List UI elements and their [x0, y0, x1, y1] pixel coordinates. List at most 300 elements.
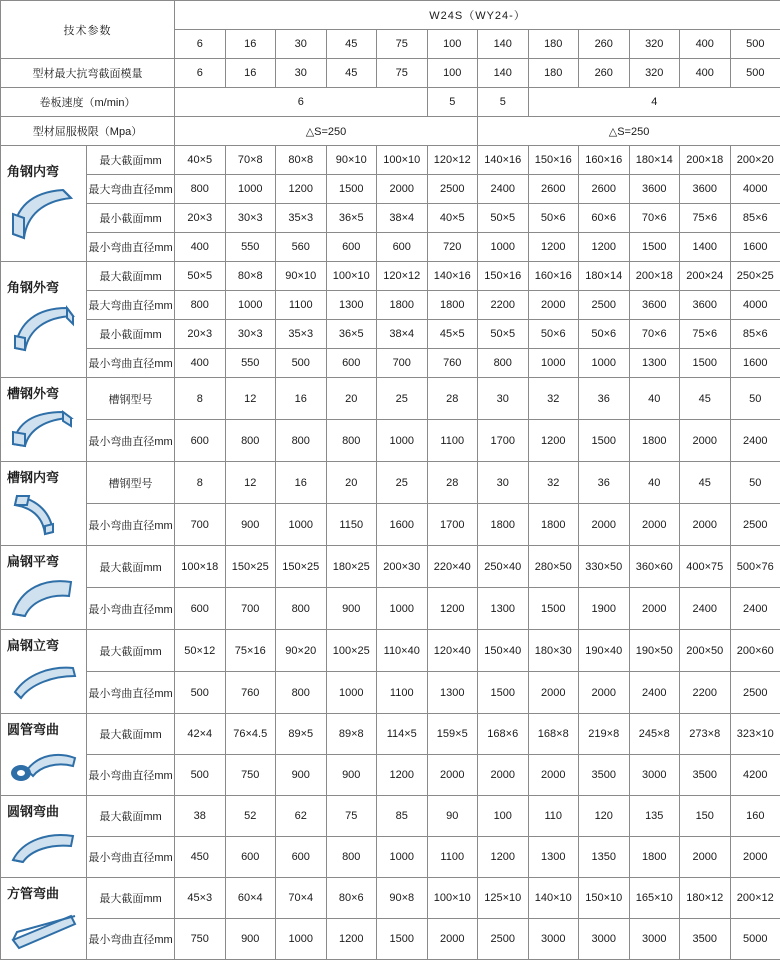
data-cell: 1800	[528, 504, 579, 546]
data-cell: 38×4	[377, 204, 428, 233]
group-data-row	[1, 462, 780, 504]
data-cell: 1500	[377, 919, 428, 960]
data-cell: 280×50	[528, 546, 579, 588]
group-data-row	[1, 233, 780, 262]
data-cell: 28	[427, 462, 478, 504]
data-cell: 50×6	[528, 204, 579, 233]
data-cell: 2200	[478, 291, 529, 320]
data-cell: 2000	[528, 755, 579, 796]
data-cell: 8	[175, 462, 226, 504]
data-cell: 1200	[478, 837, 529, 878]
row-sub-label: 最小截面mm	[87, 204, 175, 233]
data-cell: 20	[326, 462, 377, 504]
data-cell: 1800	[377, 291, 428, 320]
group-data-row	[1, 420, 780, 462]
data-cell: 135	[629, 796, 680, 837]
group-data-row	[1, 204, 780, 233]
row-label: 型材屈服极限（Mpa）	[1, 117, 175, 146]
data-cell: 1000	[276, 504, 327, 546]
data-cell: 400	[175, 233, 226, 262]
data-cell: 62	[276, 796, 327, 837]
group-cell	[1, 630, 87, 714]
data-cell: 160×16	[528, 262, 579, 291]
data-cell: 20×3	[175, 204, 226, 233]
group-name: 圆管弯曲	[1, 714, 86, 740]
data-cell: 2500	[730, 504, 780, 546]
group-name: 槽钢外弯	[1, 378, 86, 404]
data-cell: 273×8	[680, 714, 731, 755]
group-data-row	[1, 796, 780, 837]
data-cell: 1600	[730, 349, 780, 378]
data-cell: 32	[528, 378, 579, 420]
group-data-row	[1, 262, 780, 291]
data-cell: 600	[326, 233, 377, 262]
data-cell: 120	[579, 796, 630, 837]
data-cell: 20×3	[175, 320, 226, 349]
data-cell: 700	[377, 349, 428, 378]
model-size-cell: 320	[629, 30, 680, 59]
model-size-cell: 16	[225, 30, 276, 59]
group-cell	[1, 546, 87, 630]
data-cell: 1800	[629, 837, 680, 878]
data-cell: 180×14	[629, 146, 680, 175]
model-size-cell: 30	[276, 30, 327, 59]
data-cell: 120×40	[427, 630, 478, 672]
data-cell: 2000	[528, 291, 579, 320]
data-cell: 1000	[579, 349, 630, 378]
data-cell: 36×5	[326, 320, 377, 349]
data-cell: 1500	[528, 588, 579, 630]
data-cell: 150×40	[478, 630, 529, 672]
data-cell: 1700	[427, 504, 478, 546]
data-cell: 550	[225, 233, 276, 262]
data-cell: 75	[377, 59, 428, 88]
channel-steel-outer-bend-icon	[1, 404, 86, 461]
data-cell: 180×30	[528, 630, 579, 672]
group-cell	[1, 378, 87, 462]
group-name: 方管弯曲	[1, 878, 86, 904]
data-cell: 38×4	[377, 320, 428, 349]
data-cell: 150×16	[528, 146, 579, 175]
data-cell: 70×4	[276, 878, 327, 919]
data-cell: 30	[478, 378, 529, 420]
data-cell: 12	[225, 378, 276, 420]
data-cell: 250×25	[730, 262, 780, 291]
data-cell: 38	[175, 796, 226, 837]
data-cell: 100×10	[427, 878, 478, 919]
data-cell: 3600	[629, 175, 680, 204]
row-sub-label: 最小弯曲直径mm	[87, 755, 175, 796]
data-cell: 2400	[478, 175, 529, 204]
data-cell: 1000	[225, 175, 276, 204]
data-cell: 760	[225, 672, 276, 714]
data-cell: 750	[225, 755, 276, 796]
data-cell: 75×6	[680, 320, 731, 349]
group-data-row	[1, 878, 780, 919]
data-cell: △S=250	[175, 117, 478, 146]
row-label: 卷板速度（m/min）	[1, 88, 175, 117]
row-sub-label: 最小弯曲直径mm	[87, 588, 175, 630]
group-data-row	[1, 630, 780, 672]
group-data-row	[1, 714, 780, 755]
model-size-cell: 6	[175, 30, 226, 59]
data-cell: 150×25	[225, 546, 276, 588]
data-cell: 1500	[680, 349, 731, 378]
row-sub-label: 最小弯曲直径mm	[87, 672, 175, 714]
group-name: 角钢外弯	[1, 272, 86, 298]
data-cell: 200×20	[730, 146, 780, 175]
data-cell: 30	[478, 462, 529, 504]
data-cell: 250×40	[478, 546, 529, 588]
round-tube-bend-icon	[1, 740, 86, 795]
round-bar-bend-icon	[1, 822, 86, 877]
data-cell: 750	[175, 919, 226, 960]
data-cell: 1300	[629, 349, 680, 378]
spec-table-body	[1, 1, 780, 960]
data-cell: 125×10	[478, 878, 529, 919]
group-data-row	[1, 291, 780, 320]
data-cell: 85	[377, 796, 428, 837]
data-cell: 800	[175, 291, 226, 320]
data-cell: 1100	[427, 420, 478, 462]
model-size-cell: 500	[730, 30, 780, 59]
data-cell: 1200	[579, 233, 630, 262]
data-cell: 600	[225, 837, 276, 878]
data-cell: 1200	[377, 755, 428, 796]
data-cell: 16	[276, 462, 327, 504]
model-size-cell: 180	[528, 30, 579, 59]
data-cell: 1700	[478, 420, 529, 462]
data-cell: 700	[225, 588, 276, 630]
data-cell: 16	[276, 378, 327, 420]
data-cell: 800	[276, 588, 327, 630]
data-cell: 600	[175, 420, 226, 462]
data-cell: 110×40	[377, 630, 428, 672]
group-data-row	[1, 175, 780, 204]
model-size-cell: 45	[326, 30, 377, 59]
data-cell: 180×25	[326, 546, 377, 588]
data-cell: 50×6	[528, 320, 579, 349]
data-cell: 3600	[680, 175, 731, 204]
data-cell: 5000	[730, 919, 780, 960]
data-cell: 6	[175, 88, 428, 117]
data-cell: 90×10	[276, 262, 327, 291]
data-cell: 89×5	[276, 714, 327, 755]
data-cell: 36×5	[326, 204, 377, 233]
data-cell: 2500	[478, 919, 529, 960]
data-cell: 360×60	[629, 546, 680, 588]
data-cell: 5	[478, 88, 529, 117]
group-data-row	[1, 378, 780, 420]
row-sub-label: 最小弯曲直径mm	[87, 504, 175, 546]
data-cell: 6	[175, 59, 226, 88]
data-cell: 1200	[276, 175, 327, 204]
data-cell: 50×5	[478, 204, 529, 233]
row-sub-label: 槽钢型号	[87, 378, 175, 420]
data-cell: 1300	[478, 588, 529, 630]
data-cell: 120×12	[377, 262, 428, 291]
data-cell: 42×4	[175, 714, 226, 755]
data-cell: 36	[579, 462, 630, 504]
model-size-cell: 260	[579, 30, 630, 59]
data-cell: 45×3	[175, 878, 226, 919]
row-sub-label: 最小弯曲直径mm	[87, 837, 175, 878]
data-cell: 45	[326, 59, 377, 88]
data-cell: 75×16	[225, 630, 276, 672]
data-cell: 2400	[629, 672, 680, 714]
data-cell: 800	[276, 672, 327, 714]
square-tube-bend-icon	[1, 904, 86, 959]
data-cell: 1200	[528, 420, 579, 462]
data-cell: 4000	[730, 291, 780, 320]
data-cell: 32	[528, 462, 579, 504]
data-cell: 900	[276, 755, 327, 796]
data-cell: 900	[326, 588, 377, 630]
data-cell: 3600	[629, 291, 680, 320]
data-cell: 1000	[478, 233, 529, 262]
data-cell: 200×30	[377, 546, 428, 588]
data-cell: 1200	[427, 588, 478, 630]
data-cell: 760	[427, 349, 478, 378]
data-cell: 1300	[528, 837, 579, 878]
data-cell: 720	[427, 233, 478, 262]
data-cell: 220×40	[427, 546, 478, 588]
data-cell: 323×10	[730, 714, 780, 755]
data-cell: 800	[326, 420, 377, 462]
data-cell: 140×16	[427, 262, 478, 291]
flat-steel-edge-bend-icon	[1, 656, 86, 713]
data-cell: 12	[225, 462, 276, 504]
data-cell: 100	[478, 796, 529, 837]
data-cell: 400×75	[680, 546, 731, 588]
model-size-cell: 100	[427, 30, 478, 59]
model-title-cell: W24S（WY24-）	[175, 1, 780, 30]
data-cell: 2000	[730, 837, 780, 878]
data-cell: 3500	[680, 755, 731, 796]
data-cell: 1000	[377, 588, 428, 630]
data-cell: 1000	[276, 919, 327, 960]
group-data-row	[1, 146, 780, 175]
yield-limit-row	[1, 117, 780, 146]
data-cell: 2500	[427, 175, 478, 204]
group-data-row	[1, 546, 780, 588]
data-cell: 25	[377, 462, 428, 504]
data-cell: 3000	[629, 755, 680, 796]
data-cell: 2000	[680, 504, 731, 546]
data-cell: 1200	[326, 919, 377, 960]
data-cell: 2000	[427, 755, 478, 796]
data-cell: 500	[175, 672, 226, 714]
data-cell: 45	[680, 462, 731, 504]
data-cell: 800	[175, 175, 226, 204]
data-cell: 40	[629, 462, 680, 504]
data-cell: 1350	[579, 837, 630, 878]
data-cell: 1500	[478, 672, 529, 714]
data-cell: 4200	[730, 755, 780, 796]
data-cell: 100×10	[326, 262, 377, 291]
data-cell: 50×5	[478, 320, 529, 349]
data-cell: 28	[427, 378, 478, 420]
data-cell: 500	[175, 755, 226, 796]
data-cell: 200×50	[680, 630, 731, 672]
data-cell: 900	[326, 755, 377, 796]
data-cell: 330×50	[579, 546, 630, 588]
data-cell: 16	[225, 59, 276, 88]
data-cell: 2000	[579, 504, 630, 546]
data-cell: 5	[427, 88, 478, 117]
data-cell: 2000	[427, 919, 478, 960]
row-sub-label: 槽钢型号	[87, 462, 175, 504]
data-cell: 1800	[427, 291, 478, 320]
data-cell: 2000	[629, 504, 680, 546]
data-cell: 1800	[478, 504, 529, 546]
data-cell: 800	[276, 420, 327, 462]
data-cell: 1100	[276, 291, 327, 320]
data-cell: 70×6	[629, 204, 680, 233]
row-sub-label: 最大截面mm	[87, 714, 175, 755]
data-cell: 1200	[528, 233, 579, 262]
row-sub-label: 最小弯曲直径mm	[87, 420, 175, 462]
angle-steel-inner-bend-icon	[1, 182, 86, 251]
data-cell: 75×6	[680, 204, 731, 233]
data-cell: 90×8	[377, 878, 428, 919]
group-data-row	[1, 837, 780, 878]
data-cell: 1300	[326, 291, 377, 320]
data-cell: 200×18	[680, 146, 731, 175]
data-cell: 60×4	[225, 878, 276, 919]
model-size-cell: 140	[478, 30, 529, 59]
data-cell: 85×6	[730, 204, 780, 233]
data-cell: 200×60	[730, 630, 780, 672]
data-cell: 100×18	[175, 546, 226, 588]
data-cell: 45	[680, 378, 731, 420]
data-cell: 90×10	[326, 146, 377, 175]
data-cell: 700	[175, 504, 226, 546]
data-cell: 70×6	[629, 320, 680, 349]
data-cell: 800	[225, 420, 276, 462]
data-cell: 85×6	[730, 320, 780, 349]
row-sub-label: 最大截面mm	[87, 262, 175, 291]
angle-steel-outer-bend-icon	[1, 298, 86, 367]
data-cell: 3000	[579, 919, 630, 960]
data-cell: 80×6	[326, 878, 377, 919]
data-cell: 150×10	[579, 878, 630, 919]
data-cell: 1500	[579, 420, 630, 462]
group-cell	[1, 262, 87, 378]
data-cell: 500	[276, 349, 327, 378]
data-cell: 75	[326, 796, 377, 837]
data-cell: 60×6	[579, 204, 630, 233]
data-cell: 200×12	[730, 878, 780, 919]
data-cell: 100×10	[377, 146, 428, 175]
data-cell: 2200	[680, 672, 731, 714]
data-cell: 800	[326, 837, 377, 878]
data-cell: 400	[680, 59, 731, 88]
data-cell: 900	[225, 919, 276, 960]
data-cell: 3500	[680, 919, 731, 960]
data-cell: 1600	[730, 233, 780, 262]
data-cell: 219×8	[579, 714, 630, 755]
data-cell: 50×5	[175, 262, 226, 291]
data-cell: 1300	[427, 672, 478, 714]
data-cell: 50	[730, 462, 780, 504]
data-cell: 1000	[326, 672, 377, 714]
group-name: 圆钢弯曲	[1, 796, 86, 822]
data-cell: 600	[377, 233, 428, 262]
data-cell: 76×4.5	[225, 714, 276, 755]
data-cell: 50×12	[175, 630, 226, 672]
row-sub-label: 最小截面mm	[87, 320, 175, 349]
data-cell: 40×5	[175, 146, 226, 175]
data-cell: 2000	[680, 420, 731, 462]
data-cell: 1600	[377, 504, 428, 546]
data-cell: 560	[276, 233, 327, 262]
data-cell: 450	[175, 837, 226, 878]
group-data-row	[1, 755, 780, 796]
data-cell: 160×16	[579, 146, 630, 175]
data-cell: 40×5	[427, 204, 478, 233]
section-modulus-row	[1, 59, 780, 88]
data-cell: 140	[478, 59, 529, 88]
channel-steel-inner-bend-icon	[1, 488, 86, 545]
data-cell: 100×25	[326, 630, 377, 672]
data-cell: 2000	[680, 837, 731, 878]
data-cell: 4000	[730, 175, 780, 204]
data-cell: 90	[427, 796, 478, 837]
data-cell: 168×8	[528, 714, 579, 755]
row-label: 型材最大抗弯截面模量	[1, 59, 175, 88]
group-data-row	[1, 320, 780, 349]
data-cell: 2000	[528, 672, 579, 714]
data-cell: 45×5	[427, 320, 478, 349]
data-cell: 2500	[730, 672, 780, 714]
data-cell: 200×18	[629, 262, 680, 291]
group-cell	[1, 796, 87, 878]
data-cell: 3600	[680, 291, 731, 320]
data-cell: 2400	[680, 588, 731, 630]
data-cell: 90×20	[276, 630, 327, 672]
data-cell: 1000	[528, 349, 579, 378]
data-cell: 3500	[579, 755, 630, 796]
data-cell: 100	[427, 59, 478, 88]
roll-speed-row	[1, 88, 780, 117]
data-cell: 1500	[629, 233, 680, 262]
data-cell: 50	[730, 378, 780, 420]
row-sub-label: 最大弯曲直径mm	[87, 175, 175, 204]
data-cell: 260	[579, 59, 630, 88]
data-cell: 1500	[326, 175, 377, 204]
data-cell: 140×10	[528, 878, 579, 919]
data-cell: 150	[680, 796, 731, 837]
data-cell: 80×8	[276, 146, 327, 175]
data-cell: 190×40	[579, 630, 630, 672]
group-cell	[1, 462, 87, 546]
data-cell: 35×3	[276, 320, 327, 349]
data-cell: 1000	[377, 420, 428, 462]
data-cell: 114×5	[377, 714, 428, 755]
header-row-model	[1, 1, 780, 30]
data-cell: 30×3	[225, 204, 276, 233]
group-data-row	[1, 672, 780, 714]
data-cell: 1100	[427, 837, 478, 878]
data-cell: 160	[730, 796, 780, 837]
data-cell: 110	[528, 796, 579, 837]
data-cell: 159×5	[427, 714, 478, 755]
data-cell: 30	[276, 59, 327, 88]
data-cell: 2000	[478, 755, 529, 796]
group-data-row	[1, 504, 780, 546]
data-cell: 70×8	[225, 146, 276, 175]
